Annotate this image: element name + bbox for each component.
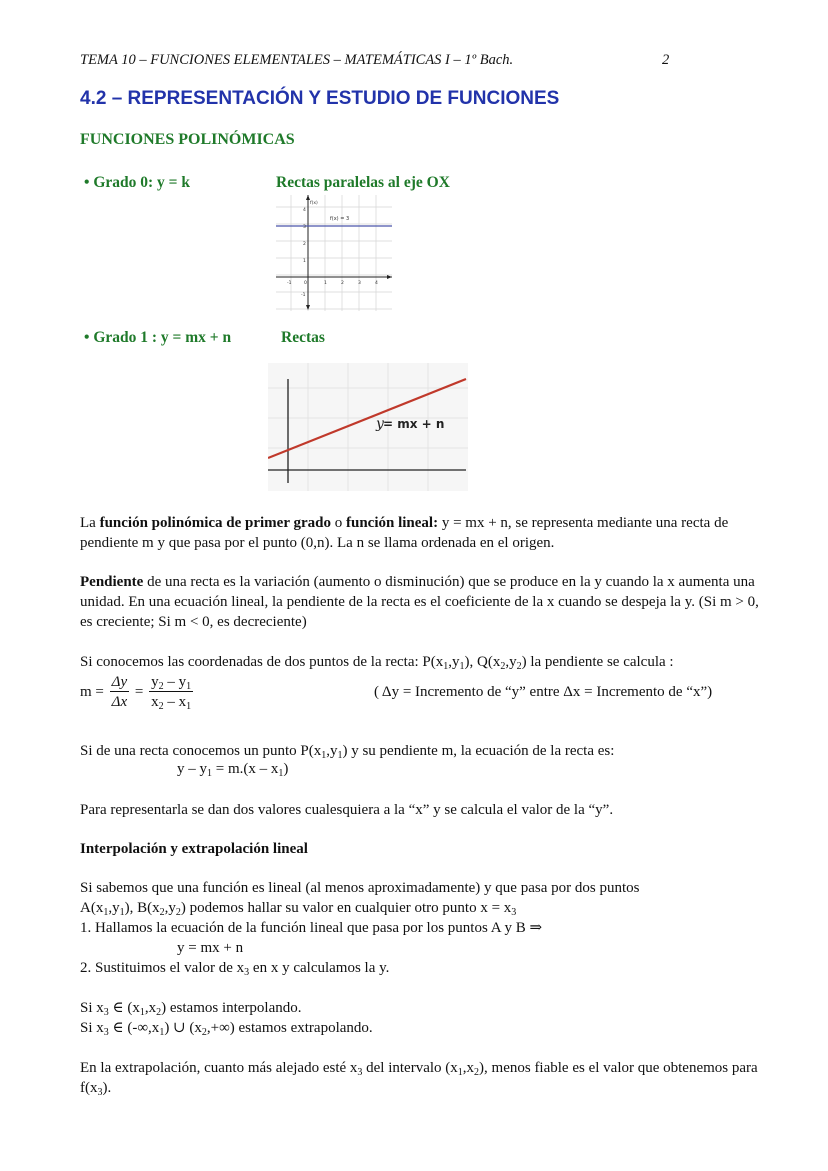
grado1-label-text: Grado 1 : y = mx + n — [93, 329, 232, 346]
subscript: 2 — [474, 1067, 480, 1078]
text: ,+∞) estamos extrapolando. — [206, 1020, 373, 1036]
subscript: 1 — [119, 907, 125, 918]
fraction-numerator: Δy — [111, 674, 128, 690]
text: – x — [163, 694, 187, 710]
text: Si conocemos las coordenadas de dos puntos de la recta: P(x — [80, 654, 444, 670]
subscript: 1 — [337, 750, 343, 761]
y-tick: 1 — [303, 259, 306, 264]
formula-lhs: m = — [80, 684, 104, 700]
subscript: 1 — [457, 1067, 463, 1078]
x-tick: 2 — [341, 281, 344, 286]
subscript: 2 — [175, 907, 181, 918]
text: ) podemos hallar su valor en cualquier otro punto x = x — [180, 900, 512, 916]
section-title: 4.2 – REPRESENTACIÓN Y ESTUDIO DE FUNCIONES — [80, 88, 560, 109]
paragraph-inter-extra — [80, 998, 760, 1038]
subscript: 1 — [186, 681, 192, 692]
grado1-graph — [268, 363, 468, 491]
text-line: y = mx + n — [177, 940, 244, 956]
y-axis-label: f(x) — [310, 201, 318, 206]
grado0-grid — [276, 195, 392, 311]
text: En la extrapolación, cuanto más alejado esté x — [80, 1060, 358, 1076]
subsection-title: FUNCIONES POLINÓMICAS — [80, 131, 295, 148]
paragraph-linear-function — [80, 513, 760, 553]
grado0-x-ticks — [287, 280, 378, 286]
text: y = mx + n, se representa mediante una recta de pendiente m y que pasa por el punto (0,n). La n se llama ordenada en el origen. — [80, 515, 729, 551]
grado0-label — [84, 174, 190, 192]
subscript: 1 — [186, 701, 192, 712]
subscript: 2 — [500, 661, 506, 672]
grado1-label — [84, 329, 231, 347]
subscript: 3 — [103, 1027, 109, 1038]
x-tick: 1 — [324, 281, 327, 286]
bullet-icon: • — [84, 329, 90, 346]
text: ,y — [326, 743, 338, 759]
x-tick: 3 — [358, 281, 361, 286]
text: Si de una recta conocemos un punto P(x — [80, 743, 322, 759]
text: de una recta es la variación (aumento o disminución) que se produce en la y cuando la x aumenta una unidad. En una ecuación lineal, la pendiente de la recta es el coeficiente de la x cuando se despeja la y. (Si m > 0, es creciente; Si m < 0, es decreciente) — [80, 574, 759, 630]
text: y — [151, 674, 159, 690]
text: 2. Sustituimos el valor de x — [80, 960, 245, 976]
subscript: 2 — [158, 701, 164, 712]
subscript: 1 — [159, 1027, 165, 1038]
text-line — [80, 898, 760, 918]
text-line: 1. Hallamos la ecuación de la función lineal que pasa por los puntos A y B ⇒ — [80, 920, 543, 936]
text: ) — [283, 761, 289, 777]
text: ) y su pendiente m, la ecuación de la recta es: — [342, 743, 615, 759]
fraction-coords — [149, 673, 193, 712]
subscript: 2 — [159, 907, 165, 918]
text: del intervalo (x — [362, 1060, 458, 1076]
text: ,y — [448, 654, 460, 670]
subscript: 1 — [459, 661, 465, 672]
subscript: 1 — [103, 907, 109, 918]
subscript: 3 — [97, 1087, 103, 1098]
grado0-desc: Rectas paralelas al eje OX — [276, 174, 450, 191]
subscript: 1 — [207, 768, 212, 779]
point-slope-equation — [177, 761, 288, 778]
paragraph-represent: Para representarla se dan dos valores cualesquiera a la “x” y se calcula el valor de la “y”. — [80, 802, 614, 818]
text-line: Si sabemos que una función es lineal (al menos aproximadamente) y que pasa por dos puntos — [80, 880, 640, 896]
page-header: TEMA 10 – FUNCIONES ELEMENTALES – MATEMÁTICAS I – 1º Bach. — [80, 52, 514, 68]
subscript: 2 — [158, 681, 164, 692]
text: ,x — [462, 1060, 475, 1076]
text: ,y — [164, 900, 176, 916]
text: ∈ (-∞,x — [108, 1020, 160, 1036]
y-tick: 3 — [303, 225, 306, 230]
text: La — [80, 515, 100, 531]
paragraph-slope — [80, 572, 760, 632]
fraction-delta — [110, 673, 129, 712]
y-arrow-icon — [306, 195, 310, 200]
graph-y-label: y — [376, 416, 384, 432]
subscript: 2 — [516, 661, 522, 672]
fraction-denominator: Δx — [111, 694, 128, 710]
y-tick: -1 — [301, 293, 306, 298]
x-tick: 0 — [304, 281, 307, 286]
text: Si x — [80, 1020, 104, 1036]
bold-text: Pendiente — [80, 574, 144, 590]
subscript: 1 — [139, 1007, 145, 1018]
bold-text: función polinómica de primer grado — [99, 515, 331, 531]
text: y – y — [177, 761, 207, 777]
subscript: 3 — [511, 907, 517, 918]
formula-note: ( Δy = Incremento de “y” entre Δx = Incremento de “x”) — [374, 684, 713, 700]
text: ,x — [144, 1000, 157, 1016]
grado1-desc: Rectas — [281, 329, 325, 346]
paragraph-point-slope — [80, 741, 760, 761]
graph-eq-label: = mx + n — [383, 417, 445, 431]
text: ∈ (x — [108, 1000, 140, 1016]
equals-sign: = — [134, 684, 144, 700]
text: = m.(x – x — [212, 761, 279, 777]
bullet-icon: • — [84, 174, 90, 191]
y-tick: 2 — [303, 242, 306, 247]
subscript: 1 — [321, 750, 327, 761]
paragraph-two-points — [80, 652, 760, 672]
subscript: 1 — [443, 661, 449, 672]
y-tick: 4 — [303, 208, 306, 213]
text: – y — [163, 674, 187, 690]
fx-label: f(x) = 3 — [330, 216, 350, 222]
text: ), menos fiable es el valor que obtenemos para f(x — [80, 1060, 758, 1096]
text: ) ∪ (x — [164, 1020, 202, 1036]
x-tick: 4 — [375, 281, 378, 286]
text: ), B(x — [124, 900, 160, 916]
text: Si x — [80, 1000, 104, 1016]
subscript: 3 — [357, 1067, 363, 1078]
paragraph-extrapolation — [80, 1058, 760, 1098]
text: ,y — [505, 654, 517, 670]
fraction-denominator — [149, 692, 193, 712]
text: A(x — [80, 900, 104, 916]
subscript: 3 — [244, 967, 250, 978]
text-line — [80, 1018, 760, 1038]
fraction-numerator — [149, 673, 193, 692]
text: ,y — [108, 900, 120, 916]
text: en x y calculamos la y. — [249, 960, 390, 976]
paragraph-interpolation — [80, 878, 760, 978]
slope-formula — [80, 673, 195, 712]
x-arrow-icon — [387, 275, 392, 279]
text-line — [80, 998, 760, 1018]
subscript: 3 — [103, 1007, 109, 1018]
page-number: 2 — [662, 52, 670, 68]
text: ). — [102, 1080, 112, 1096]
interpolation-title: Interpolación y extrapolación lineal — [80, 841, 308, 857]
text: x — [151, 694, 159, 710]
text: ), Q(x — [464, 654, 501, 670]
bold-text: función lineal: — [345, 515, 439, 531]
grado0-graph — [274, 193, 394, 313]
subscript: 2 — [201, 1027, 207, 1038]
text: ) estamos interpolando. — [161, 1000, 302, 1016]
x-tick: -1 — [287, 281, 292, 286]
text: o — [330, 515, 346, 531]
text: ) la pendiente se calcula : — [521, 654, 674, 670]
subscript: 1 — [278, 768, 284, 779]
subscript: 2 — [156, 1007, 162, 1018]
text-line — [80, 958, 760, 978]
grado0-label-text: Grado 0: y = k — [93, 174, 190, 191]
